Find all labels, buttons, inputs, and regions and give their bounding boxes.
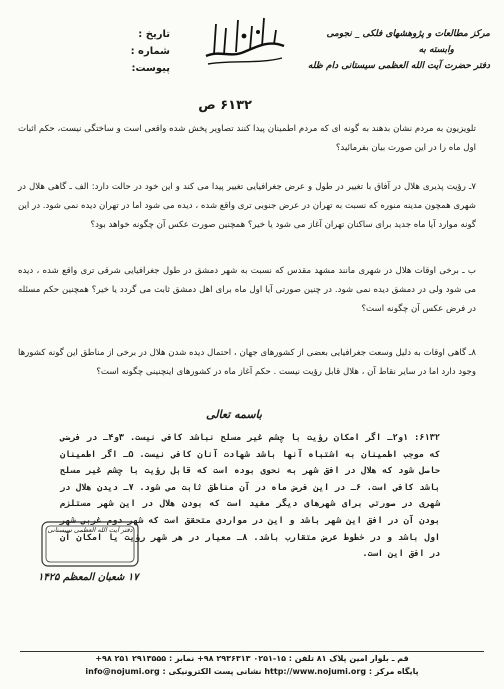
- org-line-3: دفتر حضرت آیت الله العظمی سیستانی دام ظله: [307, 61, 490, 71]
- footer-website-email: پایگاه مرکز : http://www.nojumi.org نشانی پست الکترونیکی : info@nojumi.org: [85, 667, 419, 676]
- seal-text: دفتر آیت الله العظمی سیستانی: [47, 526, 133, 534]
- meta-date-label: تاریخ :: [138, 29, 170, 40]
- meta-attachment-label: پیوست:: [131, 63, 170, 74]
- paragraph-question-7b: ب ـ برخی اوقات هلال در شهری مانند مشهد مقدس که نسبت به شهر دمشق در طول جغرافیایی شرقی تری واقع شده ، دیده می شود ولی در دمشق دیده نمی شود. در چنین صورتی آیا اول ماه برای اهل دمشق ثابت می گردد یا خیر؟ همچنین حکم مسئله در فرض عکس آن چگونه است؟: [18, 266, 476, 314]
- paragraph-question-8: ۸ـ گاهی اوقات به دلیل وسعت جغرافیایی بعضی از کشورهای جهان ، احتمال دیده شدن هلال در برخی از مناطق این گونه کشورها وجود دارد اما در سایر نقاط آن ، هلال قابل رؤیت نیست . حکم آغاز ماه در کشورهای اینچنینی چگونه است؟: [18, 348, 476, 377]
- basmala-calligraphy-icon: [200, 10, 290, 72]
- reference-number: ۶۱۳۲ ص: [198, 98, 252, 113]
- answer-title: باسمه تعالی: [206, 408, 262, 421]
- footer-address: قم ـ بلوار امین پلاک ۸۱ تلفن : ۱۵-۰۲۵۱ ۲۹۳۶۳۱۳ ۹۸+ نمابر : ۲۹۱۳۵۵۵ ۲۵۱ ۹۸+: [95, 654, 409, 663]
- paragraph-intro: تلویزیون به مردم نشان بدهند به گونه ای که مردم اطمینان پیدا کنند تصاویر پخش شده واقعی است و ساختگی نیست، حکم اثبات اول ماه را در این صورت بیان بفرمائید؟: [18, 124, 476, 153]
- footer: [20, 651, 484, 678]
- answer-text: ۶۱۳۲: ۱و۲ـ اگر امکان رؤیت با چشم غیر مسلح نباشد کافی نیست. ۳و۴ـ در فرضی که موجب اطمینان به اشتباه آنها باشد شهادت آنان کافی نیست. ۵ـ اگر اطمینان حاصل شود که هلال در افق شهر به نحوی بوده است که قابل رؤیت با چشم غیر مسلح باشد کافی است. ۶ـ در این فرض ماه در آن مناطق ثابت می شود. ۷ـ دیدن هلال در شهری در صورتی برای شهرهای دیگر مفید است که بودن هلال در این شهر مستلزم بودن آن در افق این شهر باشد و این در مواردی متحقق است که شهر دوم غربی شهر اول باشد و در خطوط عرض متقارب باشد. ۸ـ معیار در هر شهر رؤیت یا امکان آن در افق این است.: [60, 433, 441, 560]
- basmala-calligraphy: [200, 10, 290, 72]
- org-line-1: مرکز مطالعات و پژوهشهای فلکی _ نجومی: [326, 29, 490, 39]
- organization-block: [307, 26, 490, 74]
- letter-date: ۱۷ شعبان المعظم ۱۴۲۵: [38, 572, 139, 583]
- meta-block: [84, 26, 170, 77]
- org-line-2: وابسته به: [418, 45, 454, 55]
- meta-number-label: شماره :: [130, 46, 170, 57]
- paragraph-question-7: ۷ـ رؤیت پذیری هلال در آفاق با تغییر در طول و عرض جغرافیایی تغییر پیدا می کند و این خود در حالت دارد: الف ـ گاهی هلال در شهری همچون مدینه منوره که نسبت به تهران در عرض جنوبی تری واقع شده ، دیده می شود اما در تهران دیده نمی شود. در این گونه موارد آیا ماه جدید برای ساکنان تهران آغاز می شود یا خیر؟ همچنین صورت عکس آن چگونه خواهد بود؟: [18, 182, 476, 230]
- letterhead: [0, 0, 504, 92]
